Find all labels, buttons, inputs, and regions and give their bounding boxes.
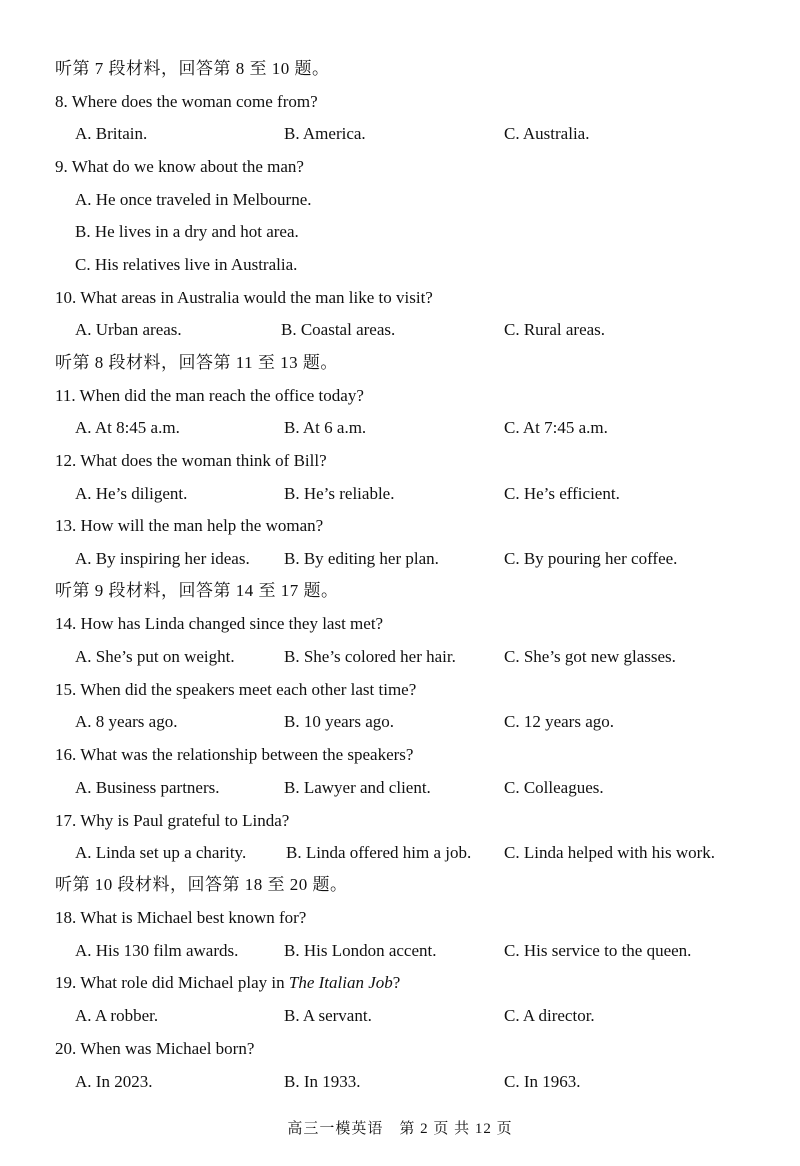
section-instruction: 听第 9 段材料，回答第 14 至 17 题。 — [55, 581, 339, 600]
question-stem: 10. What areas in Australia would the man like to visit? — [55, 288, 433, 307]
page-footer: 高三一模英语 第 2 页 共 12 页 — [287, 1121, 513, 1137]
question-stem: 15. When did the speakers meet each other last time? — [55, 680, 417, 699]
option-b: B. Linda offered him a job. — [286, 843, 472, 862]
section-instruction: 听第 10 段材料，回答第 18 至 20 题。 — [55, 875, 348, 894]
option-a: A. His 130 film awards. — [75, 941, 239, 960]
question-stem-end: ? — [392, 973, 401, 992]
question-stem-text: 19. What role did Michael play in — [55, 973, 289, 992]
section-instruction: 听第 8 段材料，回答第 11 至 13 题。 — [55, 353, 338, 372]
option-a: A. Linda set up a charity. — [75, 843, 247, 862]
question-stem: 12. What does the woman think of Bill? — [55, 451, 327, 470]
option-a: A. She’s put on weight. — [75, 647, 235, 666]
question-stem: 16. What was the relationship between the speakers? — [55, 745, 414, 764]
option-c: C. His service to the queen. — [504, 941, 692, 960]
question-stem: 18. What is Michael best known for? — [55, 908, 307, 927]
question-stem: 20. When was Michael born? — [55, 1039, 255, 1058]
question-stem: 11. When did the man reach the office today? — [55, 386, 364, 405]
option-a: A. At 8:45 a.m. — [75, 418, 180, 437]
option-a: A. Urban areas. — [75, 320, 182, 339]
option-b: B. She’s colored her hair. — [284, 647, 456, 666]
film-title: The Italian Job — [288, 973, 393, 992]
question-stem: 17. Why is Paul grateful to Linda? — [55, 811, 290, 830]
question-stem: 9. What do we know about the man? — [55, 157, 304, 176]
option-a: A. Britain. — [75, 124, 148, 143]
option-b: B. Coastal areas. — [281, 320, 396, 339]
option-c: C. By pouring her coffee. — [504, 549, 678, 568]
option-a: A. He once traveled in Melbourne. — [75, 190, 312, 209]
option-b: B. He’s reliable. — [284, 484, 395, 503]
option-c: C. Colleagues. — [504, 778, 604, 797]
question-stem: 13. How will the man help the woman? — [55, 516, 324, 535]
option-c: C. Linda helped with his work. — [504, 843, 716, 862]
option-b: B. America. — [284, 124, 366, 143]
question-stem — [55, 967, 400, 999]
option-b: B. His London accent. — [284, 941, 437, 960]
option-c: C. She’s got new glasses. — [504, 647, 676, 666]
option-c: C. A director. — [504, 1006, 595, 1025]
option-b: B. In 1933. — [284, 1072, 361, 1091]
option-b: B. He lives in a dry and hot area. — [75, 222, 299, 241]
option-a: A. Business partners. — [75, 778, 220, 797]
question-stem: 8. Where does the woman come from? — [55, 92, 318, 111]
option-c: C. At 7:45 a.m. — [504, 418, 608, 437]
option-b: B. At 6 a.m. — [284, 418, 367, 437]
option-c: C. Rural areas. — [504, 320, 606, 339]
option-c: C. Australia. — [504, 124, 590, 143]
option-b: B. Lawyer and client. — [284, 778, 431, 797]
option-a: A. He’s diligent. — [75, 484, 188, 503]
option-a: A. In 2023. — [75, 1072, 153, 1091]
option-a: A. 8 years ago. — [75, 712, 178, 731]
option-c: C. In 1963. — [504, 1072, 581, 1091]
section-instruction: 听第 7 段材料，回答第 8 至 10 题。 — [55, 59, 330, 78]
option-b: B. 10 years ago. — [284, 712, 395, 731]
option-c: C. His relatives live in Australia. — [75, 255, 298, 274]
option-c: C. 12 years ago. — [504, 712, 615, 731]
option-a: A. A robber. — [75, 1006, 159, 1025]
option-c: C. He’s efficient. — [504, 484, 620, 503]
option-a: A. By inspiring her ideas. — [75, 549, 250, 568]
option-b: B. By editing her plan. — [284, 549, 439, 568]
option-b: B. A servant. — [284, 1006, 372, 1025]
question-stem: 14. How has Linda changed since they last met? — [55, 614, 384, 633]
